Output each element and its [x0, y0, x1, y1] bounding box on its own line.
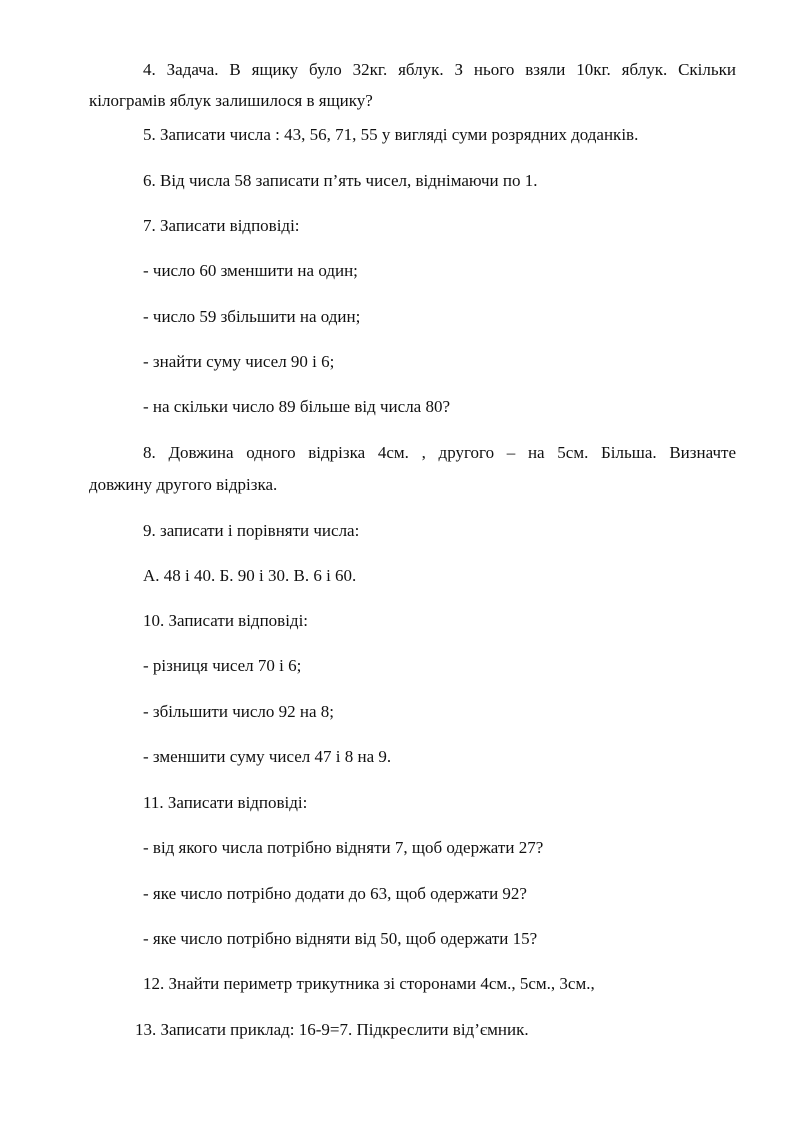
task-6: 6. Від числа 58 записати п’ять чисел, віднімаючи по 1.	[143, 171, 538, 190]
task-7-item-a: - число 60 зменшити на один;	[143, 261, 358, 280]
task-8-line-2: довжину другого відрізка.	[89, 475, 278, 494]
task-10-item-c: - зменшити суму чисел 47 і 8 на 9.	[143, 747, 392, 766]
task-5: 5. Записати числа : 43, 56, 71, 55 у вигляді суми розрядних доданків.	[143, 125, 639, 144]
task-13: 13. Записати приклад: 16-9=7. Підкреслити від’ємник.	[135, 1020, 529, 1039]
task-7-heading: 7. Записати відповіді:	[143, 216, 300, 235]
task-10-item-a: - різниця чисел 70 і 6;	[143, 656, 302, 675]
task-11-item-c: - яке число потрібно відняти від 50, щоб одержати 15?	[143, 929, 538, 948]
task-9-item: А. 48 і 40. Б. 90 і 30. В. 6 і 60.	[143, 566, 357, 585]
task-9-heading: 9. записати і порівняти числа:	[143, 521, 360, 540]
task-4-line-2: кілограмів яблук залишилося в ящику?	[89, 91, 373, 110]
task-11-item-a: - від якого числа потрібно відняти 7, щоб одержати 27?	[143, 838, 544, 857]
task-4-line-1: 4. Задача. В ящику було 32кг. яблук. З нього взяли 10кг. яблук. Скільки	[143, 60, 736, 79]
task-7-item-b: - число 59 збільшити на один;	[143, 307, 361, 326]
task-10-heading: 10. Записати відповіді:	[143, 611, 309, 630]
task-8-line-1: 8. Довжина одного відрізка 4см. , другого – на 5см. Більша. Визначте	[143, 443, 736, 462]
task-10-item-b: - збільшити число 92 на 8;	[143, 702, 334, 721]
task-7-item-d: - на скільки число 89 більше від числа 80?	[143, 397, 451, 416]
task-11-heading: 11. Записати відповіді:	[143, 793, 308, 812]
task-12: 12. Знайти периметр трикутника зі сторонами 4см., 5см., 3см.,	[143, 974, 595, 993]
task-7-item-c: - знайти суму чисел 90 і 6;	[143, 352, 335, 371]
task-11-item-b: - яке число потрібно додати до 63, щоб одержати 92?	[143, 884, 527, 903]
